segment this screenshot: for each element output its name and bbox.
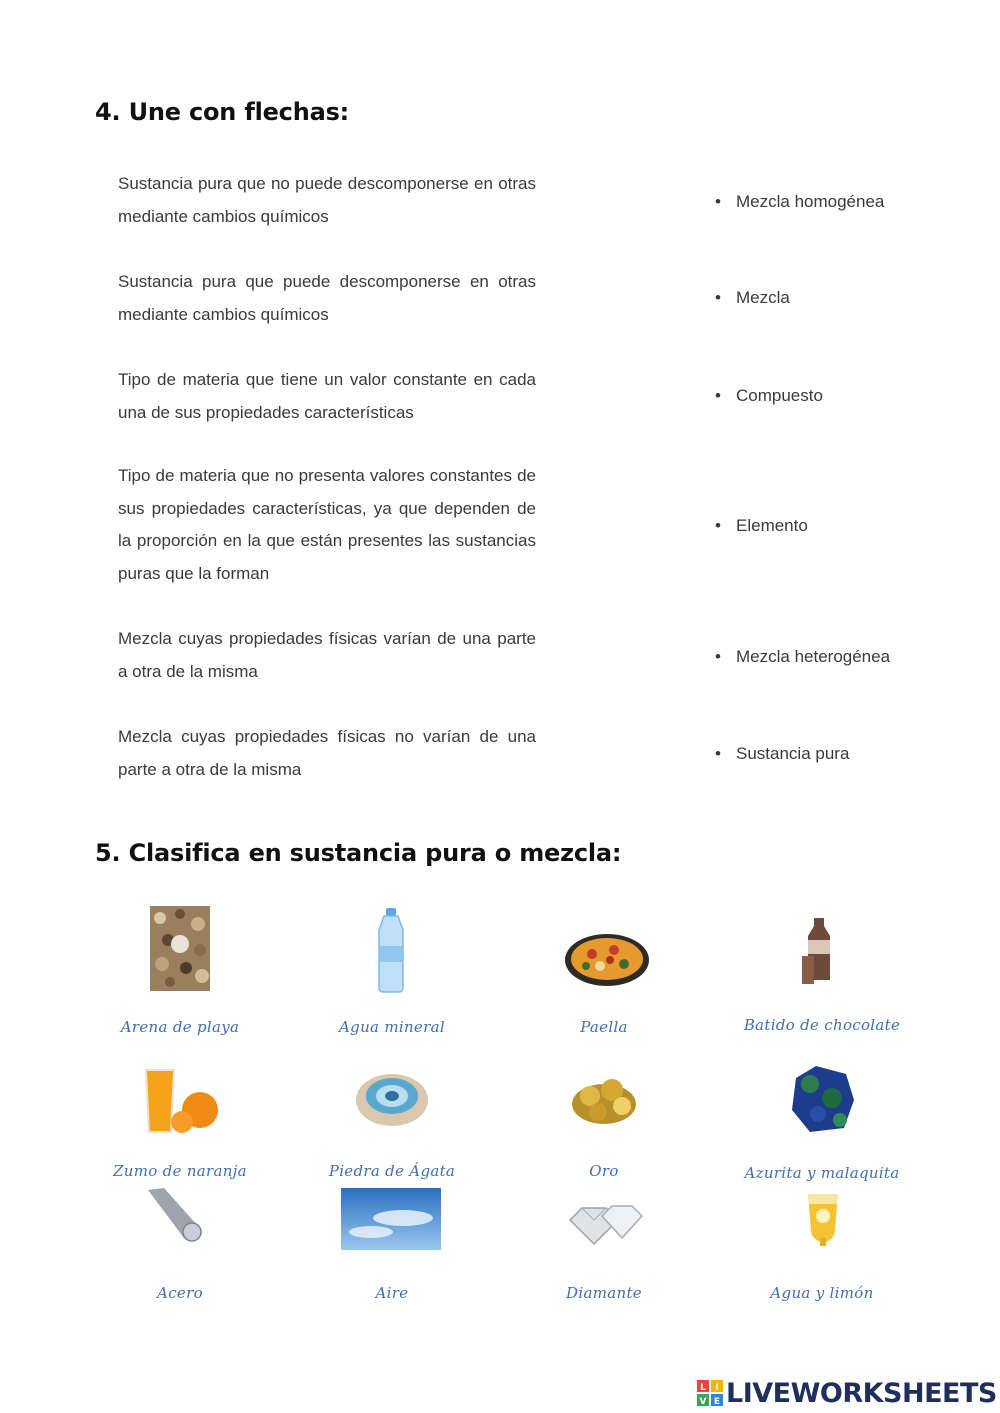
item-label: Azurita y malaquita bbox=[744, 1164, 900, 1182]
liveworksheets-icon bbox=[697, 1380, 723, 1406]
item-label: Agua mineral bbox=[339, 1018, 445, 1036]
item-label: Zumo de naranja bbox=[113, 1162, 247, 1180]
logo-letter: L bbox=[700, 1383, 706, 1393]
item-batido-de-chocolate[interactable] bbox=[722, 902, 922, 1052]
bullet-icon: • bbox=[715, 647, 721, 666]
item-diamante[interactable] bbox=[504, 1184, 704, 1334]
logo-letter: E bbox=[713, 1397, 721, 1406]
item-label: Agua y limón bbox=[770, 1284, 874, 1302]
definition-5: Mezcla cuyas propiedades físicas varían de una parte a otra de la misma bbox=[118, 629, 536, 681]
item-acero[interactable] bbox=[80, 1184, 280, 1334]
section-5-title: 5. Clasifica en sustancia pura o mezcla: bbox=[95, 839, 622, 867]
option-label: Mezcla bbox=[736, 288, 790, 307]
option-label: Mezcla homogénea bbox=[736, 192, 885, 211]
orange-juice-icon bbox=[142, 1066, 222, 1134]
bullet-icon: • bbox=[715, 386, 721, 405]
option-label: Mezcla heterogénea bbox=[736, 647, 891, 666]
option-label: Sustancia pura bbox=[736, 744, 850, 763]
definition-1: Sustancia pura que no puede descomponerse en otras mediante cambios químicos bbox=[118, 174, 536, 226]
item-aire[interactable] bbox=[292, 1184, 492, 1334]
chocolate-milkshake-icon bbox=[800, 916, 842, 986]
option-label: Compuesto bbox=[736, 386, 823, 405]
definition-6: Mezcla cuyas propiedades físicas no varían de una parte a otra de la misma bbox=[118, 727, 536, 779]
azurite-malachite-icon bbox=[790, 1064, 856, 1134]
bullet-icon: • bbox=[715, 744, 721, 763]
option-1[interactable] bbox=[715, 192, 884, 212]
option-2[interactable] bbox=[715, 288, 790, 308]
item-paella[interactable] bbox=[504, 902, 704, 1052]
item-label: Piedra de Ágata bbox=[328, 1162, 456, 1180]
definition-2: Sustancia pura que puede descomponerse en otras mediante cambios químicos bbox=[118, 272, 536, 324]
definition-3: Tipo de materia que tiene un valor constante en cada una de sus propiedades características bbox=[118, 370, 536, 422]
option-label: Elemento bbox=[736, 516, 808, 535]
item-label: Acero bbox=[157, 1284, 203, 1302]
item-arena-de-playa[interactable] bbox=[80, 902, 280, 1052]
water-bottle-icon bbox=[376, 906, 406, 994]
item-label: Arena de playa bbox=[120, 1018, 240, 1036]
brand-name: LIVEWORKSHEETS bbox=[726, 1377, 997, 1409]
item-label: Diamante bbox=[566, 1284, 642, 1302]
item-agua-y-limon[interactable] bbox=[722, 1184, 922, 1334]
option-3[interactable] bbox=[715, 386, 823, 406]
item-agua-mineral[interactable] bbox=[292, 902, 492, 1052]
lemon-water-icon bbox=[804, 1188, 842, 1250]
sky-air-icon bbox=[341, 1188, 441, 1250]
logo-letter: I bbox=[715, 1383, 719, 1393]
logo-letter: V bbox=[699, 1397, 707, 1406]
option-4[interactable] bbox=[715, 516, 808, 536]
bullet-icon: • bbox=[715, 288, 721, 307]
item-label: Aire bbox=[375, 1284, 409, 1302]
sand-icon bbox=[150, 906, 210, 991]
bullet-icon: • bbox=[715, 192, 721, 211]
bullet-icon: • bbox=[715, 516, 721, 535]
definition-4: Tipo de materia que no presenta valores constantes de sus propiedades características, ya que dependen de la proporción en la que están presentes las sustancias puras que la forman bbox=[118, 466, 536, 583]
item-label: Oro bbox=[589, 1162, 619, 1180]
option-5[interactable] bbox=[715, 647, 890, 667]
item-label: Paella bbox=[580, 1018, 628, 1036]
item-label: Batido de chocolate bbox=[743, 1016, 901, 1034]
section-4-title: 4. Une con flechas: bbox=[95, 98, 350, 126]
liveworksheets-logo[interactable] bbox=[697, 1378, 997, 1408]
diamond-icon bbox=[562, 1190, 646, 1252]
steel-bar-icon bbox=[142, 1186, 202, 1246]
gold-icon bbox=[568, 1068, 640, 1128]
option-6[interactable] bbox=[715, 744, 849, 764]
agate-stone-icon bbox=[354, 1070, 430, 1128]
paella-icon bbox=[562, 930, 652, 990]
